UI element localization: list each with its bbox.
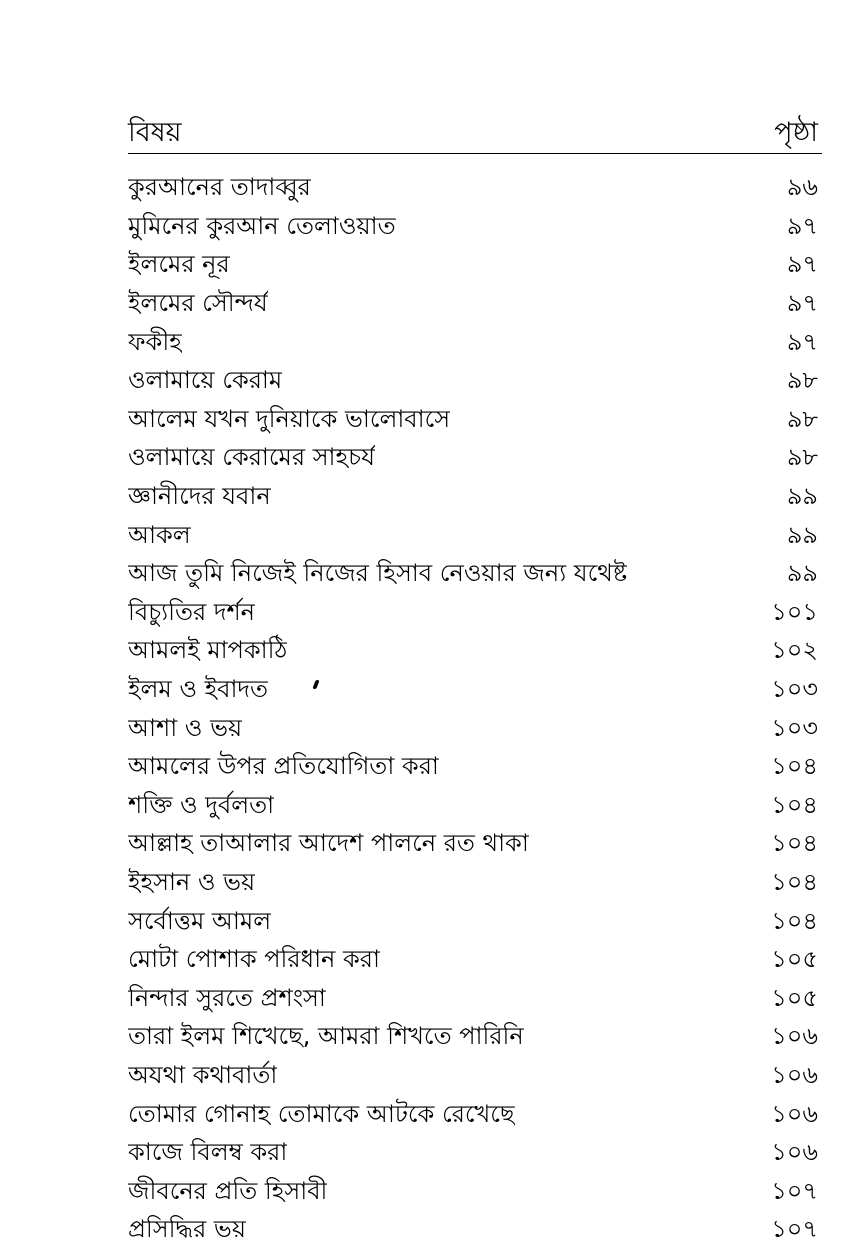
toc-entry-page-number: ১০৪	[771, 829, 818, 858]
toc-entry-page-number: ১০২	[771, 636, 818, 665]
toc-entry	[128, 168, 818, 207]
toc-entry	[128, 1210, 818, 1249]
toc-entry-title: জীবনের প্রতি হিসাবী	[128, 1176, 328, 1205]
toc-entry-title: শক্তি ও দুর্বলতা	[128, 790, 275, 819]
toc-entry-page-number: ৯৭	[786, 289, 818, 318]
toc-entry-page-number: ৯৯	[786, 482, 818, 511]
toc-entry-title: কাজে বিলম্ব করা	[128, 1138, 288, 1167]
toc-entry	[128, 245, 818, 284]
toc-entry	[128, 978, 818, 1017]
toc-entry-title: মোটা পোশাক পরিধান করা	[128, 945, 380, 974]
header-divider	[128, 153, 822, 154]
toc-entry	[128, 284, 818, 323]
toc-entry-page-number: ১০৫	[771, 983, 818, 1012]
toc-entry-page-number: ১০৩	[771, 675, 818, 704]
toc-entry-page-number: ১০৭	[771, 1215, 818, 1244]
toc-entry-title: ইলম ও ইবাদত	[128, 675, 269, 704]
page-column-heading: পৃষ্ঠা	[774, 117, 818, 148]
toc-entry-title: তোমার গোনাহ তোমাকে আটকে রেখেছে	[128, 1099, 515, 1128]
toc-entry-page-number: ৯৭	[786, 250, 818, 279]
toc-entry-title: ইলমের নূর	[128, 250, 230, 279]
toc-entry	[128, 593, 818, 632]
toc-entry	[128, 322, 818, 361]
toc-entry-title: বিচ্যুতির দর্শন	[128, 597, 255, 626]
toc-entry	[128, 670, 818, 709]
toc-entry-page-number: ১০৪	[771, 906, 818, 935]
toc-entry	[128, 940, 818, 979]
toc-entry-title: নিন্দার সুরতে প্রশংসা	[128, 983, 326, 1012]
toc-entry	[128, 554, 818, 593]
toc-entry-page-number: ৯৯	[786, 559, 818, 588]
toc-entry	[128, 1094, 818, 1133]
toc-entry	[128, 400, 818, 439]
toc-entry-title: আমলই মাপকাঠি	[128, 636, 288, 665]
toc-entry	[128, 515, 818, 554]
toc-entry-page-number: ১০৬	[771, 1138, 818, 1167]
toc-entry-title: তারা ইলম শিখেছে, আমরা শিখতে পারিনি	[128, 1022, 524, 1051]
toc-entry	[128, 863, 818, 902]
toc-entry-title: কুরআনের তাদাব্বুর	[128, 173, 311, 202]
toc-entry-page-number: ৯৮	[786, 366, 818, 395]
toc-entry-page-number: ১০১	[771, 597, 818, 626]
toc-entry	[128, 747, 818, 786]
toc-entry-page-number: ১০৪	[771, 752, 818, 781]
toc-entry	[128, 824, 818, 863]
toc-entry	[128, 786, 818, 825]
table-of-contents	[128, 168, 818, 1249]
toc-entry-title: আকল	[128, 520, 191, 549]
toc-entry	[128, 207, 818, 246]
toc-entry-title: আমলের উপর প্রতিযোগিতা করা	[128, 752, 439, 781]
toc-entry-page-number: ৯৭	[786, 327, 818, 356]
toc-entry-page-number: ৯৭	[786, 211, 818, 240]
toc-entry	[128, 631, 818, 670]
toc-entry-title: আলেম যখন দুনিয়াকে ভালোবাসে	[128, 404, 451, 433]
toc-entry-title: ওলামায়ে কেরাম	[128, 366, 283, 395]
toc-entry	[128, 1056, 818, 1095]
toc-entry-page-number: ১০৪	[771, 790, 818, 819]
toc-entry-page-number: ১০৬	[771, 1099, 818, 1128]
toc-entry-title: আল্লাহ তাআলার আদেশ পালনে রত থাকা	[128, 829, 529, 858]
toc-entry-page-number: ১০৭	[771, 1176, 818, 1205]
toc-entry	[128, 1017, 818, 1056]
toc-entry	[128, 1171, 818, 1210]
toc-entry-title: ফকীহ	[128, 327, 182, 356]
topic-column-heading: বিষয়	[128, 117, 182, 148]
toc-entry-title: আজ তুমি নিজেই নিজের হিসাব নেওয়ার জন্য যথেষ্ট	[128, 559, 628, 588]
toc-entry-page-number: ১০৫	[771, 945, 818, 974]
toc-entry-title: জ্ঞানীদের যবান	[128, 482, 271, 511]
toc-entry-title: আশা ও ভয়	[128, 713, 243, 742]
toc-entry-page-number: ৯৮	[786, 443, 818, 472]
toc-entry-page-number: ১০৬	[771, 1022, 818, 1051]
toc-entry-title: প্রসিদ্ধির ভয়	[128, 1215, 246, 1244]
toc-entry	[128, 438, 818, 477]
toc-entry	[128, 708, 818, 747]
toc-entry-title: ইলমের সৌন্দর্য	[128, 289, 268, 318]
toc-entry-title: সর্বোত্তম আমল	[128, 906, 272, 935]
toc-entry	[128, 1133, 818, 1172]
toc-header	[128, 106, 818, 150]
toc-entry-page-number: ৯৯	[786, 520, 818, 549]
toc-entry-page-number: ৯৮	[786, 404, 818, 433]
toc-entry-title: ওলামায়ে কেরামের সাহচর্য	[128, 443, 375, 472]
toc-entry-page-number: ১০৬	[771, 1060, 818, 1089]
toc-entry-title: মুমিনের কুরআন তেলাওয়াত	[128, 211, 396, 240]
toc-entry-page-number: ৯৬	[786, 173, 818, 202]
toc-entry-title: ইহসান ও ভয়	[128, 867, 256, 896]
toc-entry	[128, 901, 818, 940]
toc-entry-page-number: ১০৪	[771, 867, 818, 896]
toc-entry-title: অযথা কথাবার্তা	[128, 1060, 278, 1089]
toc-entry	[128, 361, 818, 400]
toc-entry	[128, 477, 818, 516]
toc-entry-page-number: ১০৩	[771, 713, 818, 742]
